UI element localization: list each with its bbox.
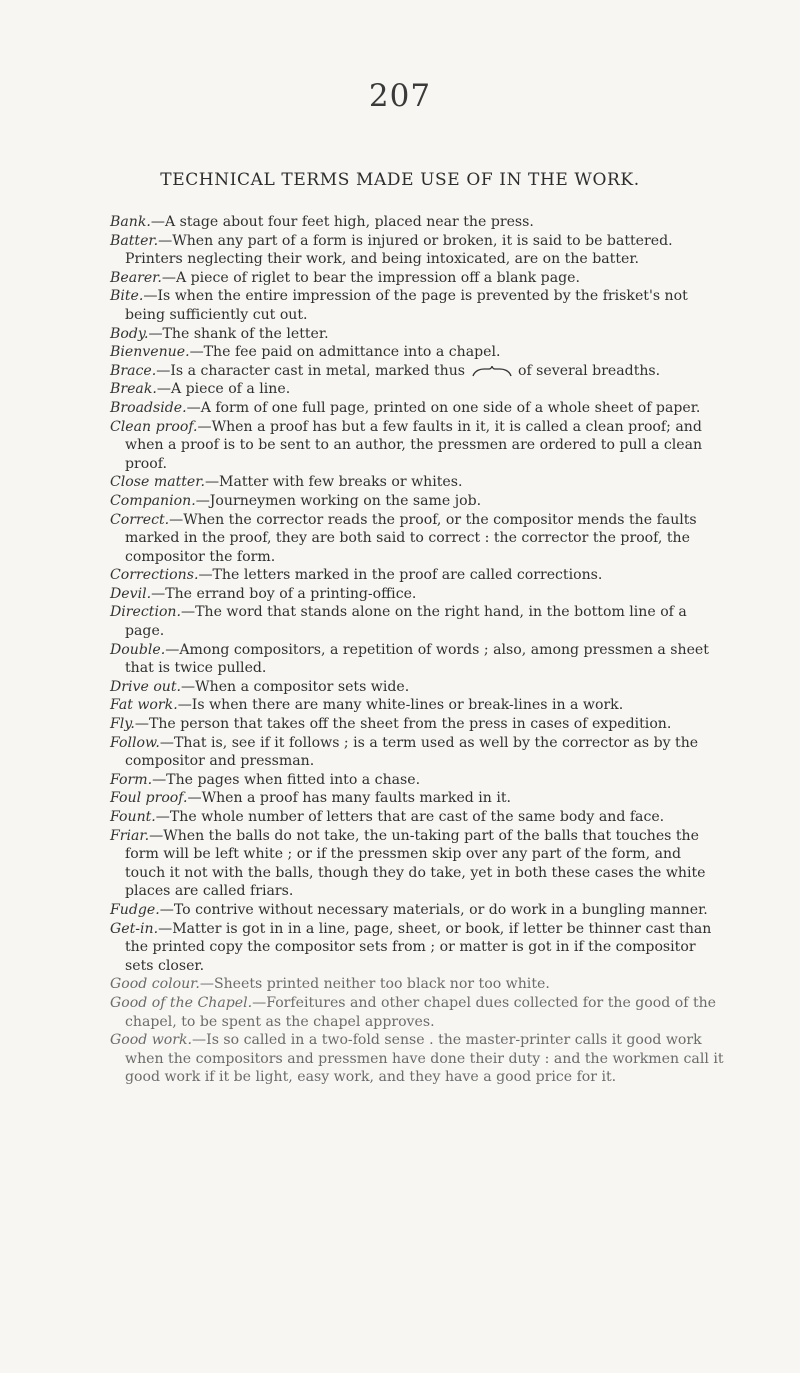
glossary-entry <box>110 789 724 808</box>
glossary-entry <box>110 492 724 511</box>
glossary-term: Drive out. <box>110 678 182 695</box>
glossary-definition: —When a proof has many faults marked in it. <box>187 790 512 807</box>
glossary-term: Bearer. <box>110 269 162 286</box>
glossary-term: Friar. <box>110 827 150 844</box>
glossary-definition: —A piece of a line. <box>156 381 291 398</box>
glossary-definition: —The fee paid on admittance into a chapel. <box>189 344 501 361</box>
glossary-definition: —A form of one full page, printed on one side of a whole sheet of paper. <box>186 399 701 416</box>
glossary-entry <box>110 566 724 585</box>
glossary-term: Fat work. <box>110 697 178 714</box>
glossary-term: Double. <box>110 641 166 658</box>
glossary-term: Devil. <box>110 585 152 602</box>
glossary-entry <box>110 678 724 697</box>
page-title: TECHNICAL TERMS MADE USE OF IN THE WORK. <box>160 170 640 190</box>
glossary-term: Bienvenue. <box>110 344 190 361</box>
glossary-term: Form. <box>110 771 153 788</box>
glossary-term: Follow. <box>110 734 160 751</box>
curly-brace-icon <box>472 365 512 377</box>
glossary-entry <box>110 920 724 976</box>
glossary-definition: —The errand boy of a printing-office. <box>151 585 417 602</box>
glossary-entry <box>110 827 724 901</box>
glossary-term: Brace. <box>110 362 157 379</box>
glossary-definition: —When a compositor sets wide. <box>181 678 410 695</box>
glossary-entry <box>110 603 724 640</box>
glossary-entry <box>110 641 724 678</box>
glossary-term: Close matter. <box>110 474 205 491</box>
glossary-term: Clean proof. <box>110 418 198 435</box>
page-number: 207 <box>368 78 432 114</box>
glossary-entry <box>110 362 724 381</box>
glossary-entry <box>110 1031 724 1087</box>
glossary-entry <box>110 380 724 399</box>
glossary-definition: —To contrive without necessary materials, or do work in a bungling manner. <box>159 901 708 918</box>
glossary-entry <box>110 585 724 604</box>
glossary-term: Fudge. <box>110 901 160 918</box>
glossary-entry <box>110 399 724 418</box>
glossary-entry <box>110 975 724 994</box>
glossary-definition: —Is when the entire impression of the page is prevented by the frisket's not being sufficiently cut out. <box>125 288 688 323</box>
glossary-entry <box>110 696 724 715</box>
glossary-definition: —When a proof has but a few faults in it, it is called a clean proof; and when a proof is to be sent to an author, the pressmen are ordered to pull a clean proof. <box>125 418 703 472</box>
glossary-term: Corrections. <box>110 567 199 584</box>
glossary-entry <box>110 269 724 288</box>
glossary-term: Fly. <box>110 716 135 733</box>
glossary-entry <box>110 901 724 920</box>
glossary-definition: —Among compositors, a repetition of words ; also, among pressmen a sheet that is twice pulled. <box>125 641 709 677</box>
glossary-definition: —The shank of the letter. <box>148 325 329 342</box>
glossary-entry <box>110 771 724 790</box>
glossary-term: Companion. <box>110 492 196 509</box>
glossary-definition: —The pages when fitted into a chase. <box>152 771 421 788</box>
glossary-entry <box>110 734 724 771</box>
glossary-definition: —A stage about four feet high, placed near the press. <box>150 214 534 230</box>
glossary-term: Body. <box>110 325 149 342</box>
glossary-term: Bank. <box>110 214 151 230</box>
glossary-entry <box>110 994 724 1031</box>
glossary-list <box>110 213 724 1087</box>
glossary-definition: —Sheets printed neither too black nor too white. <box>199 976 550 993</box>
glossary-term: Correct. <box>110 511 170 528</box>
glossary-definition: —The whole number of letters that are cast of the same body and face. <box>155 809 665 825</box>
glossary-term: Direction. <box>110 604 181 621</box>
glossary-definition: —A piece of riglet to bear the impression off a blank page. <box>161 269 580 286</box>
glossary-entry <box>110 418 724 474</box>
glossary-term: Good colour. <box>110 976 200 993</box>
glossary-definition: —When any part of a form is injured or broken, it is said to be battered. Printers neglecting their work, and being intoxicated, are on the batter. <box>125 232 673 268</box>
glossary-term: Good of the Chapel. <box>110 994 253 1011</box>
glossary-definition: —The word that stands alone on the right hand, in the bottom line of a page. <box>125 604 687 640</box>
glossary-definition: —Forfeitures and other chapel dues collected for the good of the chapel, to be spent as the chapel approves. <box>125 994 717 1030</box>
glossary-entry <box>110 808 724 827</box>
glossary-entry <box>110 287 724 324</box>
glossary-definition: —Matter is got in in a line, page, sheet, or book, if letter be thinner cast than the printed copy the compositor sets from ; or matter is got in if the compositor sets closer. <box>125 920 712 974</box>
glossary-definition: —Is when there are many white-lines or break-lines in a work. <box>177 697 624 714</box>
glossary-definition: —When the balls do not take, the un-taking part of the balls that touches the form will be left white ; or if the pressmen skip over any part of the form, and touch it not with the balls, though they do take, yet in both these cases the white places are called friars. <box>125 827 706 900</box>
glossary-term: Batter. <box>110 232 159 249</box>
glossary-entry <box>110 343 724 362</box>
glossary-term: Bite. <box>110 288 144 305</box>
glossary-term: Foul proof. <box>110 790 188 807</box>
glossary-entry <box>110 511 724 567</box>
glossary-entry <box>110 715 724 734</box>
glossary-entry <box>110 473 724 492</box>
glossary-definition: —Is a character cast in metal, marked thus <box>156 362 466 379</box>
glossary-term: Get-in. <box>110 920 159 937</box>
glossary-definition: —The person that takes off the sheet from the press in cases of expedition. <box>134 716 672 733</box>
glossary-definition: —Is so called in a two-fold sense . the master-printer calls it good work when the compositors and pressmen have done their duty : and the workmen call it good work if it be light, easy work, and they have a good price for it. <box>125 1032 724 1086</box>
glossary-entry <box>110 213 724 232</box>
glossary-term: Broadside. <box>110 399 187 416</box>
glossary-entry <box>110 325 724 344</box>
glossary-term: Fount. <box>110 809 156 825</box>
glossary-entry <box>110 232 724 269</box>
glossary-definition: —That is, see if it follows ; is a term used as well by the corrector as by the compositor and pressman. <box>125 734 699 770</box>
glossary-definition: —The letters marked in the proof are called corrections. <box>198 567 603 584</box>
glossary-definition-continued: of several breadths. <box>517 362 661 379</box>
glossary-term: Break. <box>110 381 157 398</box>
glossary-term: Good work. <box>110 1032 193 1049</box>
glossary-definition: —When the corrector reads the proof, or the compositor mends the faults marked in the proof, they are both said to correct : the corrector the proof, the compositor the form. <box>125 511 697 565</box>
glossary-definition: —Journeymen working on the same job. <box>195 492 482 509</box>
glossary-definition: —Matter with few breaks or whites. <box>204 474 463 491</box>
